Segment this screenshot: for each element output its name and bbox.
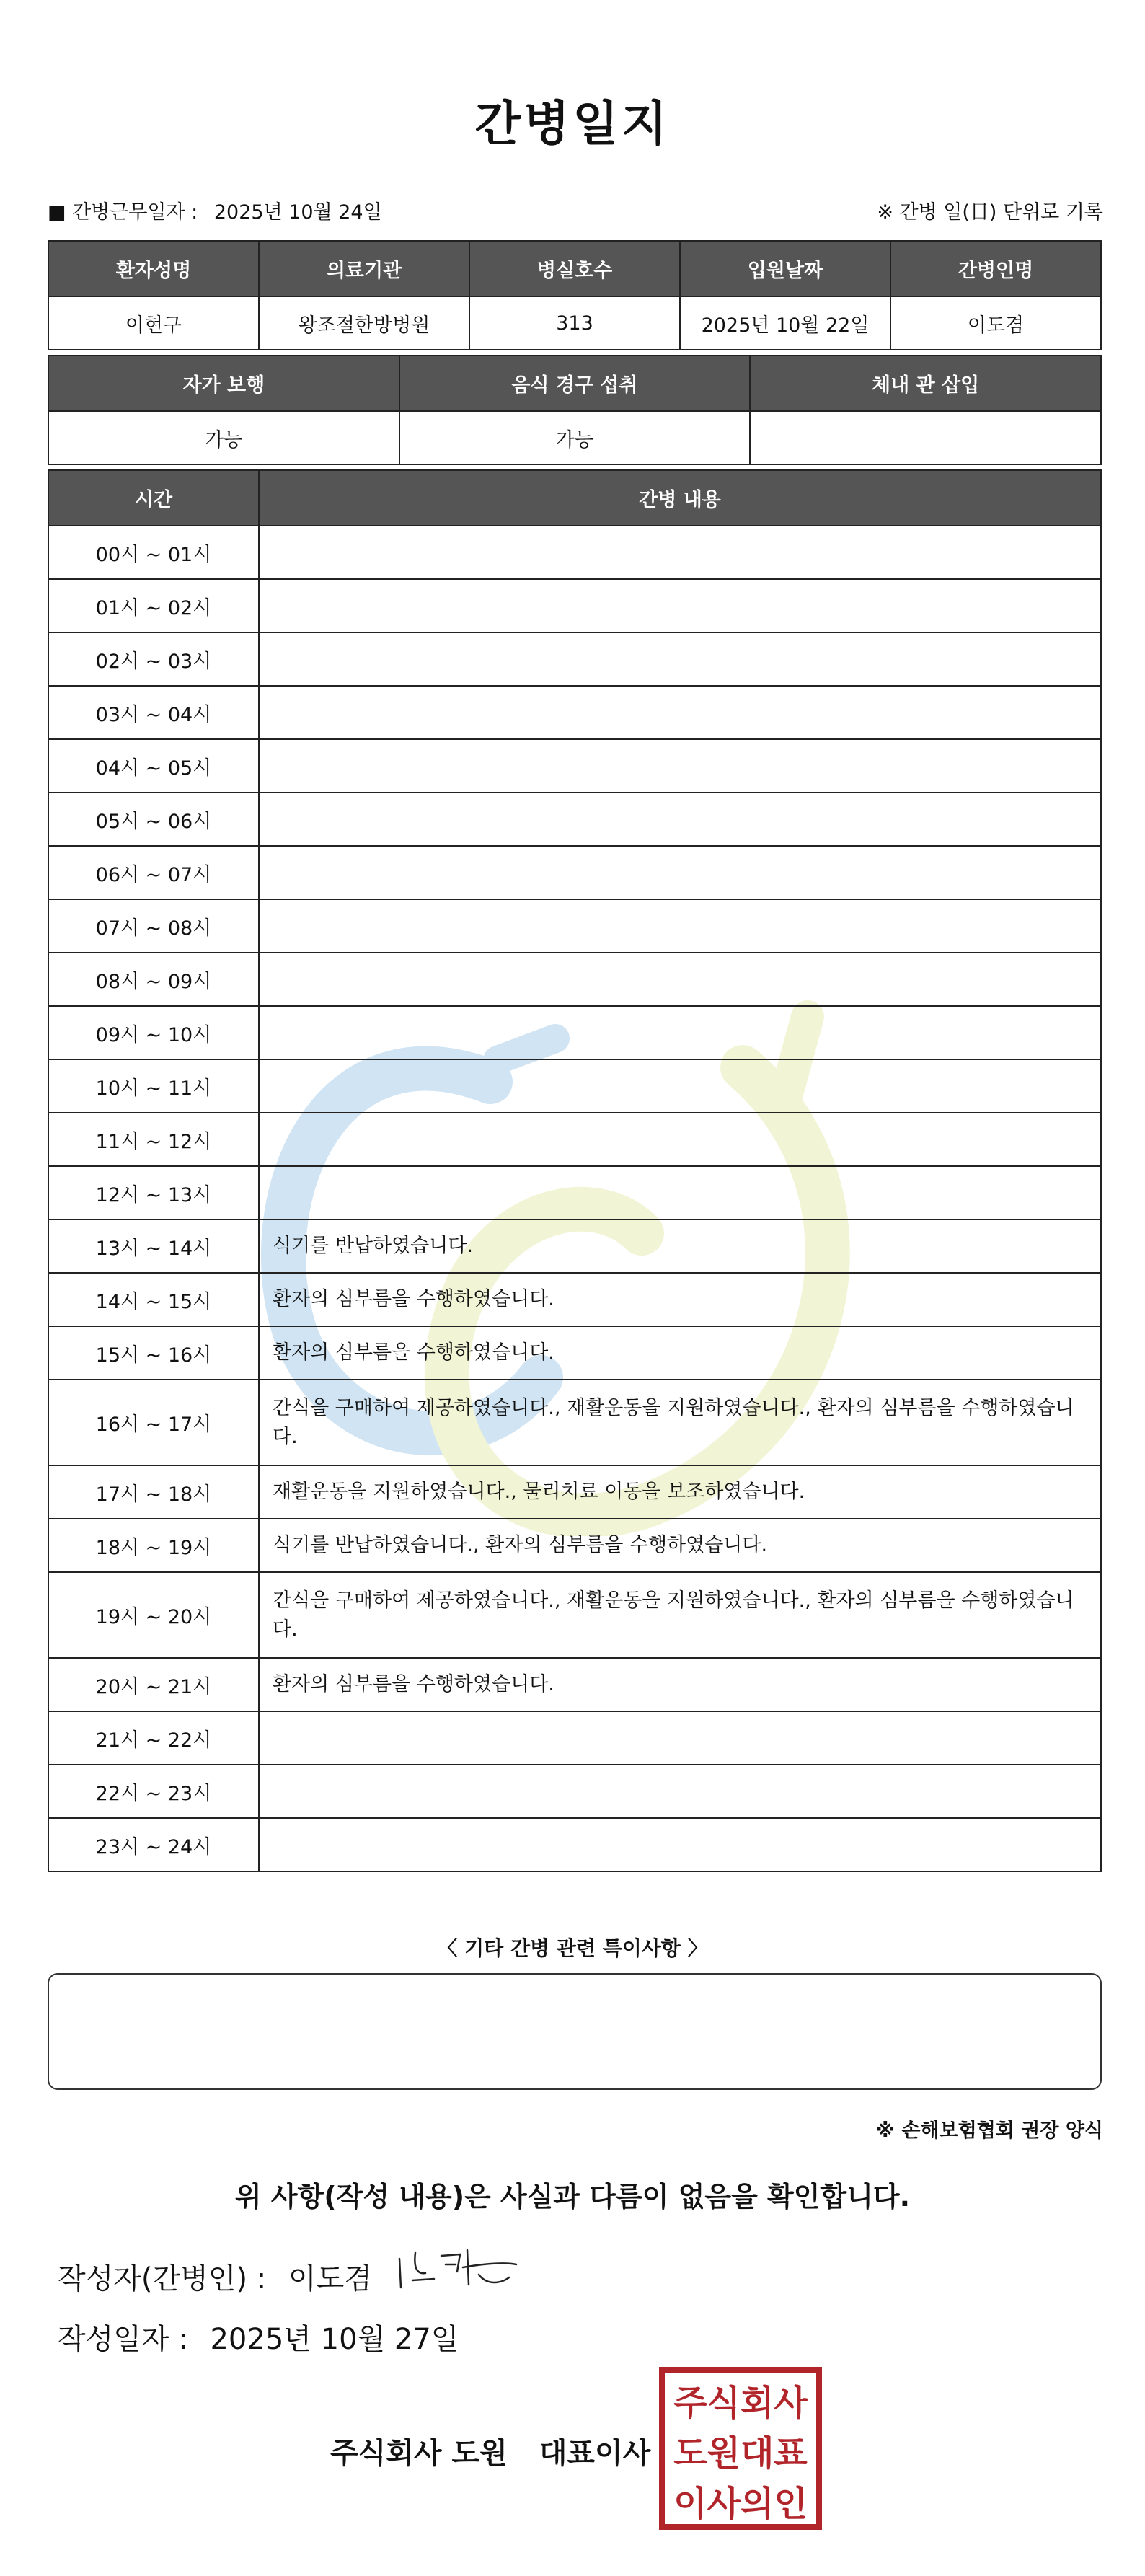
company-seal	[659, 2367, 822, 2530]
content-cell: 간식을 구매하여 제공하였습니다., 재활운동을 지원하였습니다., 환자의 심부름을 수행하였습니다.	[259, 1380, 1101, 1465]
header-self-walking: 자가 보행	[48, 356, 399, 411]
header-tube-insertion: 체내 관 삽입	[750, 356, 1101, 411]
table-row	[48, 1380, 1101, 1465]
time-cell: 02시 ~ 03시	[48, 632, 259, 686]
content-cell	[259, 846, 1101, 899]
table-row	[48, 1658, 1101, 1711]
table-row	[48, 1465, 1101, 1519]
company-title: 대표이사	[539, 2437, 651, 2470]
room-number: 313	[469, 296, 680, 350]
table-row	[48, 739, 1101, 793]
table-row	[48, 1166, 1101, 1219]
header-care-content: 간병 내용	[259, 470, 1101, 526]
time-cell: 19시 ~ 20시	[48, 1572, 259, 1658]
time-cell: 18시 ~ 19시	[48, 1519, 259, 1572]
confirmation-statement: 위 사항(작성 내용)은 사실과 다름이 없음을 확인합니다.	[234, 2181, 911, 2213]
table-row	[48, 953, 1101, 1006]
care-log-table	[48, 469, 1102, 1872]
table-row	[48, 632, 1101, 686]
writer-name: 이도겸	[288, 2262, 372, 2295]
work-date-label: ■ 간병근무일자 :	[48, 201, 198, 224]
content-cell	[259, 1166, 1101, 1219]
time-cell: 00시 ~ 01시	[48, 526, 259, 579]
content-cell	[259, 1113, 1101, 1166]
time-cell: 08시 ~ 09시	[48, 953, 259, 1006]
work-date-value: 2025년 10월 24일	[213, 201, 382, 224]
writer-line	[58, 2256, 372, 2297]
special-notes-box	[48, 1973, 1102, 2090]
time-cell: 05시 ~ 06시	[48, 793, 259, 846]
hospital-name: 왕조절한방병원	[259, 296, 469, 350]
table-row	[48, 1059, 1101, 1113]
writer-label: 작성자(간병인) :	[58, 2262, 267, 2295]
time-cell: 20시 ~ 21시	[48, 1658, 259, 1711]
content-cell: 환자의 심부름을 수행하였습니다.	[259, 1658, 1101, 1711]
time-cell: 21시 ~ 22시	[48, 1711, 259, 1765]
time-cell: 09시 ~ 10시	[48, 1006, 259, 1059]
table-row	[48, 793, 1101, 846]
time-cell: 03시 ~ 04시	[48, 686, 259, 739]
recommendation-note: ※ 손해보험협회 권장 양식	[875, 2120, 1103, 2142]
header-patient-name: 환자성명	[48, 241, 259, 296]
content-cell	[259, 739, 1101, 793]
unit-note: ※ 간병 일(日) 단위로 기록	[877, 201, 1103, 224]
time-cell: 16시 ~ 17시	[48, 1380, 259, 1465]
time-cell: 04시 ~ 05시	[48, 739, 259, 793]
seal-line-2: 도원대표	[673, 2433, 808, 2474]
table-row	[48, 526, 1101, 579]
content-cell	[259, 1059, 1101, 1113]
content-cell	[259, 1711, 1101, 1765]
patient-status-value-row	[48, 411, 1101, 464]
content-cell	[259, 953, 1101, 1006]
content-cell	[259, 1818, 1101, 1871]
table-row	[48, 1572, 1101, 1658]
time-cell: 15시 ~ 16시	[48, 1326, 259, 1380]
content-cell	[259, 526, 1101, 579]
table-row	[48, 899, 1101, 953]
seal-line-3: 이사의인	[673, 2484, 808, 2524]
content-cell	[259, 579, 1101, 632]
tube-insertion-value	[750, 411, 1101, 464]
content-cell	[259, 686, 1101, 739]
seal-line-1: 주식회사	[673, 2383, 808, 2423]
content-cell: 간식을 구매하여 제공하였습니다., 재활운동을 지원하였습니다., 환자의 심부름을 수행하였습니다.	[259, 1572, 1101, 1658]
header-time: 시간	[48, 470, 259, 526]
written-date-value: 2025년 10월 27일	[210, 2323, 459, 2356]
patient-status-header-row	[48, 356, 1101, 411]
caregiver-name: 이도겸	[890, 296, 1101, 350]
time-cell: 23시 ~ 24시	[48, 1818, 259, 1871]
table-row	[48, 1519, 1101, 1572]
table-row	[48, 1273, 1101, 1326]
work-date	[48, 196, 382, 224]
content-cell: 재활운동을 지원하였습니다., 물리치료 이동을 보조하였습니다.	[259, 1465, 1101, 1519]
header-hospital: 의료기관	[259, 241, 469, 296]
care-log-header-row	[48, 470, 1101, 526]
table-row	[48, 1006, 1101, 1059]
header-oral-intake: 음식 경구 섭취	[399, 356, 751, 411]
time-cell: 13시 ~ 14시	[48, 1219, 259, 1273]
content-cell: 식기를 반납하였습니다., 환자의 심부름을 수행하였습니다.	[259, 1519, 1101, 1572]
table-row	[48, 846, 1101, 899]
header-admission-date: 입원날짜	[680, 241, 890, 296]
time-cell: 06시 ~ 07시	[48, 846, 259, 899]
time-cell: 07시 ~ 08시	[48, 899, 259, 953]
content-cell: 식기를 반납하였습니다.	[259, 1219, 1101, 1273]
table-row	[48, 1711, 1101, 1765]
company-signature-line	[330, 2430, 650, 2471]
written-date-line	[58, 2316, 459, 2357]
content-cell	[259, 1006, 1101, 1059]
table-row	[48, 1765, 1101, 1818]
time-cell: 17시 ~ 18시	[48, 1465, 259, 1519]
time-cell: 01시 ~ 02시	[48, 579, 259, 632]
content-cell: 환자의 심부름을 수행하였습니다.	[259, 1326, 1101, 1380]
table-row	[48, 579, 1101, 632]
table-row	[48, 1219, 1101, 1273]
oral-intake-value: 가능	[399, 411, 751, 464]
company-name: 주식회사 도원	[330, 2437, 508, 2470]
self-walking-value: 가능	[48, 411, 399, 464]
time-cell: 22시 ~ 23시	[48, 1765, 259, 1818]
content-cell	[259, 1765, 1101, 1818]
table-row	[48, 1113, 1101, 1166]
header-caregiver: 간병인명	[890, 241, 1101, 296]
patient-name: 이현구	[48, 296, 259, 350]
time-cell: 12시 ~ 13시	[48, 1166, 259, 1219]
time-cell: 10시 ~ 11시	[48, 1059, 259, 1113]
patient-info-value-row	[48, 296, 1101, 350]
patient-info-header-row	[48, 241, 1101, 296]
content-cell: 환자의 심부름을 수행하였습니다.	[259, 1273, 1101, 1326]
special-notes-title: 〈 기타 간병 관련 특이사항 〉	[437, 1936, 708, 1960]
handwritten-signature	[394, 2243, 523, 2293]
table-row	[48, 686, 1101, 739]
time-cell: 14시 ~ 15시	[48, 1273, 259, 1326]
time-cell: 11시 ~ 12시	[48, 1113, 259, 1166]
patient-status-table	[48, 355, 1102, 465]
table-row	[48, 1818, 1101, 1871]
admission-date: 2025년 10월 22일	[680, 296, 890, 350]
document-title: 간병일지	[474, 96, 671, 151]
table-row	[48, 1326, 1101, 1380]
content-cell	[259, 899, 1101, 953]
header-room: 병실호수	[469, 241, 680, 296]
written-date-label: 작성일자 :	[58, 2323, 188, 2356]
content-cell	[259, 793, 1101, 846]
content-cell	[259, 632, 1101, 686]
patient-info-table	[48, 240, 1102, 350]
